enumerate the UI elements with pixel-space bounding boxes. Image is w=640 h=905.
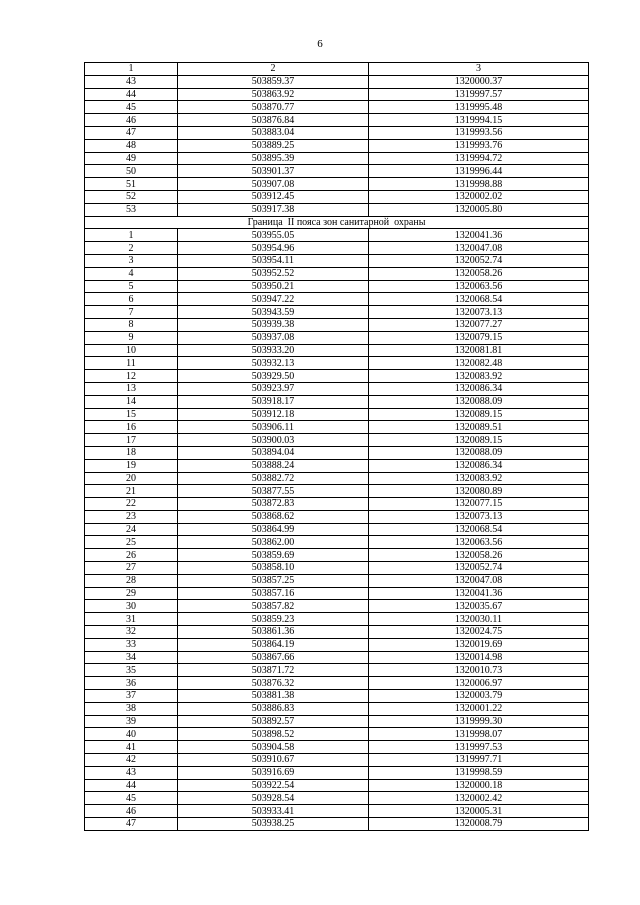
header-cell-1: 1: [85, 63, 178, 76]
y-coordinate-cell: 1320005.80: [369, 203, 589, 216]
table-row: [85, 178, 589, 191]
point-number-cell: 46: [85, 805, 178, 818]
point-number-cell: 38: [85, 702, 178, 715]
point-number-cell: 41: [85, 741, 178, 754]
point-number-cell: 10: [85, 344, 178, 357]
y-coordinate-cell: 1320077.15: [369, 498, 589, 511]
x-coordinate-cell: 503932.13: [178, 357, 369, 370]
table-row: [85, 229, 589, 242]
page-number: 6: [317, 38, 323, 50]
point-number-cell: 22: [85, 498, 178, 511]
y-coordinate-cell: 1320010.73: [369, 664, 589, 677]
x-coordinate-cell: 503870.77: [178, 101, 369, 114]
table-row: [85, 818, 589, 831]
point-number-cell: 7: [85, 306, 178, 319]
table-row: [85, 523, 589, 536]
y-coordinate-cell: 1320081.81: [369, 344, 589, 357]
table-row: [85, 331, 589, 344]
x-coordinate-cell: 503918.17: [178, 395, 369, 408]
table-row: [85, 536, 589, 549]
point-number-cell: 42: [85, 754, 178, 767]
point-number-cell: 25: [85, 536, 178, 549]
section-title: Граница II пояса зон санитарной охраны: [85, 216, 589, 229]
point-number-cell: 11: [85, 357, 178, 370]
x-coordinate-cell: 503928.54: [178, 792, 369, 805]
table-row: [85, 638, 589, 651]
y-coordinate-cell: 1320002.02: [369, 190, 589, 203]
x-coordinate-cell: 503904.58: [178, 741, 369, 754]
table-row: [85, 626, 589, 639]
point-number-cell: 44: [85, 779, 178, 792]
x-coordinate-cell: 503947.22: [178, 293, 369, 306]
x-coordinate-cell: 503954.11: [178, 254, 369, 267]
y-coordinate-cell: 1320005.31: [369, 805, 589, 818]
x-coordinate-cell: 503933.41: [178, 805, 369, 818]
table-row: [85, 562, 589, 575]
x-coordinate-cell: 503910.67: [178, 754, 369, 767]
y-coordinate-cell: 1319998.88: [369, 178, 589, 191]
table-row: [85, 574, 589, 587]
table-header-row: [85, 63, 589, 76]
y-coordinate-cell: 1320068.54: [369, 293, 589, 306]
y-coordinate-cell: 1320089.51: [369, 421, 589, 434]
table-row: [85, 498, 589, 511]
table-row: [85, 549, 589, 562]
table-row: [85, 651, 589, 664]
y-coordinate-cell: 1320086.34: [369, 382, 589, 395]
y-coordinate-cell: 1319993.56: [369, 126, 589, 139]
x-coordinate-cell: 503857.25: [178, 574, 369, 587]
x-coordinate-cell: 503876.32: [178, 677, 369, 690]
header-cell-2: 2: [178, 63, 369, 76]
table-row: [85, 421, 589, 434]
y-coordinate-cell: 1320063.56: [369, 536, 589, 549]
point-number-cell: 45: [85, 101, 178, 114]
y-coordinate-cell: 1320058.26: [369, 267, 589, 280]
x-coordinate-cell: 503864.99: [178, 523, 369, 536]
y-coordinate-cell: 1320073.13: [369, 510, 589, 523]
point-number-cell: 21: [85, 485, 178, 498]
y-coordinate-cell: 1320035.67: [369, 600, 589, 613]
table-row: [85, 702, 589, 715]
y-coordinate-cell: 1319995.48: [369, 101, 589, 114]
coordinates-table-body: [85, 63, 589, 831]
y-coordinate-cell: 1319994.15: [369, 114, 589, 127]
point-number-cell: 36: [85, 677, 178, 690]
point-number-cell: 8: [85, 318, 178, 331]
y-coordinate-cell: 1320077.27: [369, 318, 589, 331]
x-coordinate-cell: 503917.38: [178, 203, 369, 216]
x-coordinate-cell: 503954.96: [178, 242, 369, 255]
x-coordinate-cell: 503892.57: [178, 715, 369, 728]
table-row: [85, 280, 589, 293]
table-row: [85, 126, 589, 139]
y-coordinate-cell: 1320073.13: [369, 306, 589, 319]
point-number-cell: 46: [85, 114, 178, 127]
y-coordinate-cell: 1320052.74: [369, 562, 589, 575]
x-coordinate-cell: 503955.05: [178, 229, 369, 242]
y-coordinate-cell: 1320088.09: [369, 446, 589, 459]
point-number-cell: 39: [85, 715, 178, 728]
x-coordinate-cell: 503907.08: [178, 178, 369, 191]
y-coordinate-cell: 1320041.36: [369, 587, 589, 600]
table-row: [85, 88, 589, 101]
point-number-cell: 30: [85, 600, 178, 613]
x-coordinate-cell: 503859.69: [178, 549, 369, 562]
point-number-cell: 24: [85, 523, 178, 536]
y-coordinate-cell: 1320000.18: [369, 779, 589, 792]
point-number-cell: 18: [85, 446, 178, 459]
y-coordinate-cell: 1320083.92: [369, 472, 589, 485]
table-row: [85, 357, 589, 370]
point-number-cell: 1: [85, 229, 178, 242]
x-coordinate-cell: 503898.52: [178, 728, 369, 741]
point-number-cell: 28: [85, 574, 178, 587]
x-coordinate-cell: 503859.23: [178, 613, 369, 626]
table-row: [85, 446, 589, 459]
x-coordinate-cell: 503900.03: [178, 434, 369, 447]
table-row: [85, 459, 589, 472]
point-number-cell: 47: [85, 126, 178, 139]
table-row: [85, 677, 589, 690]
table-row: [85, 472, 589, 485]
x-coordinate-cell: 503864.19: [178, 638, 369, 651]
y-coordinate-cell: 1320086.34: [369, 459, 589, 472]
table-row: [85, 203, 589, 216]
x-coordinate-cell: 503922.54: [178, 779, 369, 792]
point-number-cell: 47: [85, 818, 178, 831]
y-coordinate-cell: 1320088.09: [369, 395, 589, 408]
y-coordinate-cell: 1319998.07: [369, 728, 589, 741]
x-coordinate-cell: 503857.16: [178, 587, 369, 600]
table-row: [85, 600, 589, 613]
table-row: [85, 75, 589, 88]
point-number-cell: 6: [85, 293, 178, 306]
table-row: [85, 318, 589, 331]
x-coordinate-cell: 503916.69: [178, 766, 369, 779]
table-row: [85, 587, 589, 600]
y-coordinate-cell: 1319999.30: [369, 715, 589, 728]
y-coordinate-cell: 1320080.89: [369, 485, 589, 498]
table-row: [85, 690, 589, 703]
x-coordinate-cell: 503881.38: [178, 690, 369, 703]
y-coordinate-cell: 1320052.74: [369, 254, 589, 267]
point-number-cell: 50: [85, 165, 178, 178]
point-number-cell: 43: [85, 766, 178, 779]
y-coordinate-cell: 1320063.56: [369, 280, 589, 293]
x-coordinate-cell: 503876.84: [178, 114, 369, 127]
table-row: [85, 344, 589, 357]
point-number-cell: 26: [85, 549, 178, 562]
table-row: [85, 370, 589, 383]
y-coordinate-cell: 1319994.72: [369, 152, 589, 165]
point-number-cell: 45: [85, 792, 178, 805]
table-row: [85, 715, 589, 728]
point-number-cell: 16: [85, 421, 178, 434]
point-number-cell: 44: [85, 88, 178, 101]
coordinates-table: [84, 62, 589, 831]
x-coordinate-cell: 503857.82: [178, 600, 369, 613]
table-row: [85, 306, 589, 319]
table-row: [85, 434, 589, 447]
y-coordinate-cell: 1320068.54: [369, 523, 589, 536]
x-coordinate-cell: 503858.10: [178, 562, 369, 575]
y-coordinate-cell: 1320019.69: [369, 638, 589, 651]
table-row: [85, 395, 589, 408]
x-coordinate-cell: 503901.37: [178, 165, 369, 178]
table-row: [85, 664, 589, 677]
table-row: [85, 779, 589, 792]
y-coordinate-cell: 1320024.75: [369, 626, 589, 639]
x-coordinate-cell: 503938.25: [178, 818, 369, 831]
x-coordinate-cell: 503894.04: [178, 446, 369, 459]
x-coordinate-cell: 503943.59: [178, 306, 369, 319]
y-coordinate-cell: 1320082.48: [369, 357, 589, 370]
y-coordinate-cell: 1320047.08: [369, 574, 589, 587]
point-number-cell: 23: [85, 510, 178, 523]
table-row: [85, 805, 589, 818]
table-row: [85, 190, 589, 203]
point-number-cell: 48: [85, 139, 178, 152]
x-coordinate-cell: 503888.24: [178, 459, 369, 472]
table-row: [85, 139, 589, 152]
x-coordinate-cell: 503872.83: [178, 498, 369, 511]
table-row: [85, 114, 589, 127]
table-row: [85, 293, 589, 306]
y-coordinate-cell: 1319998.59: [369, 766, 589, 779]
y-coordinate-cell: 1319993.76: [369, 139, 589, 152]
y-coordinate-cell: 1320002.42: [369, 792, 589, 805]
point-number-cell: 43: [85, 75, 178, 88]
x-coordinate-cell: 503895.39: [178, 152, 369, 165]
y-coordinate-cell: 1320014.98: [369, 651, 589, 664]
y-coordinate-cell: 1319997.53: [369, 741, 589, 754]
point-number-cell: 33: [85, 638, 178, 651]
y-coordinate-cell: 1320003.79: [369, 690, 589, 703]
y-coordinate-cell: 1320006.97: [369, 677, 589, 690]
x-coordinate-cell: 503863.92: [178, 88, 369, 101]
point-number-cell: 40: [85, 728, 178, 741]
point-number-cell: 52: [85, 190, 178, 203]
point-number-cell: 19: [85, 459, 178, 472]
table-row: [85, 728, 589, 741]
x-coordinate-cell: 503877.55: [178, 485, 369, 498]
point-number-cell: 9: [85, 331, 178, 344]
point-number-cell: 53: [85, 203, 178, 216]
point-number-cell: 12: [85, 370, 178, 383]
point-number-cell: 17: [85, 434, 178, 447]
table-row: [85, 754, 589, 767]
table-row: [85, 408, 589, 421]
x-coordinate-cell: 503952.52: [178, 267, 369, 280]
point-number-cell: 27: [85, 562, 178, 575]
point-number-cell: 14: [85, 395, 178, 408]
point-number-cell: 49: [85, 152, 178, 165]
y-coordinate-cell: 1319997.71: [369, 754, 589, 767]
point-number-cell: 51: [85, 178, 178, 191]
point-number-cell: 37: [85, 690, 178, 703]
table-row: [85, 254, 589, 267]
x-coordinate-cell: 503912.18: [178, 408, 369, 421]
table-row: [85, 510, 589, 523]
y-coordinate-cell: 1319996.44: [369, 165, 589, 178]
y-coordinate-cell: 1320058.26: [369, 549, 589, 562]
x-coordinate-cell: 503933.20: [178, 344, 369, 357]
point-number-cell: 34: [85, 651, 178, 664]
table-row: [85, 792, 589, 805]
y-coordinate-cell: 1320079.15: [369, 331, 589, 344]
y-coordinate-cell: 1320001.22: [369, 702, 589, 715]
x-coordinate-cell: 503950.21: [178, 280, 369, 293]
table-row: [85, 242, 589, 255]
x-coordinate-cell: 503882.72: [178, 472, 369, 485]
y-coordinate-cell: 1320030.11: [369, 613, 589, 626]
x-coordinate-cell: 503906.11: [178, 421, 369, 434]
table-row: [85, 613, 589, 626]
x-coordinate-cell: 503861.36: [178, 626, 369, 639]
x-coordinate-cell: 503929.50: [178, 370, 369, 383]
table-row: [85, 152, 589, 165]
point-number-cell: 2: [85, 242, 178, 255]
point-number-cell: 29: [85, 587, 178, 600]
y-coordinate-cell: 1320083.92: [369, 370, 589, 383]
x-coordinate-cell: 503867.66: [178, 651, 369, 664]
x-coordinate-cell: 503859.37: [178, 75, 369, 88]
point-number-cell: 15: [85, 408, 178, 421]
table-row: [85, 101, 589, 114]
point-number-cell: 32: [85, 626, 178, 639]
point-number-cell: 3: [85, 254, 178, 267]
point-number-cell: 5: [85, 280, 178, 293]
y-coordinate-cell: 1320041.36: [369, 229, 589, 242]
y-coordinate-cell: 1319997.57: [369, 88, 589, 101]
point-number-cell: 4: [85, 267, 178, 280]
table-row: [85, 267, 589, 280]
header-cell-3: 3: [369, 63, 589, 76]
y-coordinate-cell: 1320089.15: [369, 408, 589, 421]
point-number-cell: 13: [85, 382, 178, 395]
x-coordinate-cell: 503871.72: [178, 664, 369, 677]
x-coordinate-cell: 503886.83: [178, 702, 369, 715]
point-number-cell: 31: [85, 613, 178, 626]
x-coordinate-cell: 503868.62: [178, 510, 369, 523]
table-row: [85, 165, 589, 178]
x-coordinate-cell: 503889.25: [178, 139, 369, 152]
x-coordinate-cell: 503862.00: [178, 536, 369, 549]
x-coordinate-cell: 503923.97: [178, 382, 369, 395]
section-title-row: [85, 216, 589, 229]
point-number-cell: 35: [85, 664, 178, 677]
y-coordinate-cell: 1320047.08: [369, 242, 589, 255]
y-coordinate-cell: 1320000.37: [369, 75, 589, 88]
y-coordinate-cell: 1320008.79: [369, 818, 589, 831]
point-number-cell: 20: [85, 472, 178, 485]
table-row: [85, 485, 589, 498]
table-row: [85, 741, 589, 754]
table-row: [85, 382, 589, 395]
y-coordinate-cell: 1320089.15: [369, 434, 589, 447]
x-coordinate-cell: 503912.45: [178, 190, 369, 203]
table-row: [85, 766, 589, 779]
x-coordinate-cell: 503883.04: [178, 126, 369, 139]
x-coordinate-cell: 503937.08: [178, 331, 369, 344]
x-coordinate-cell: 503939.38: [178, 318, 369, 331]
